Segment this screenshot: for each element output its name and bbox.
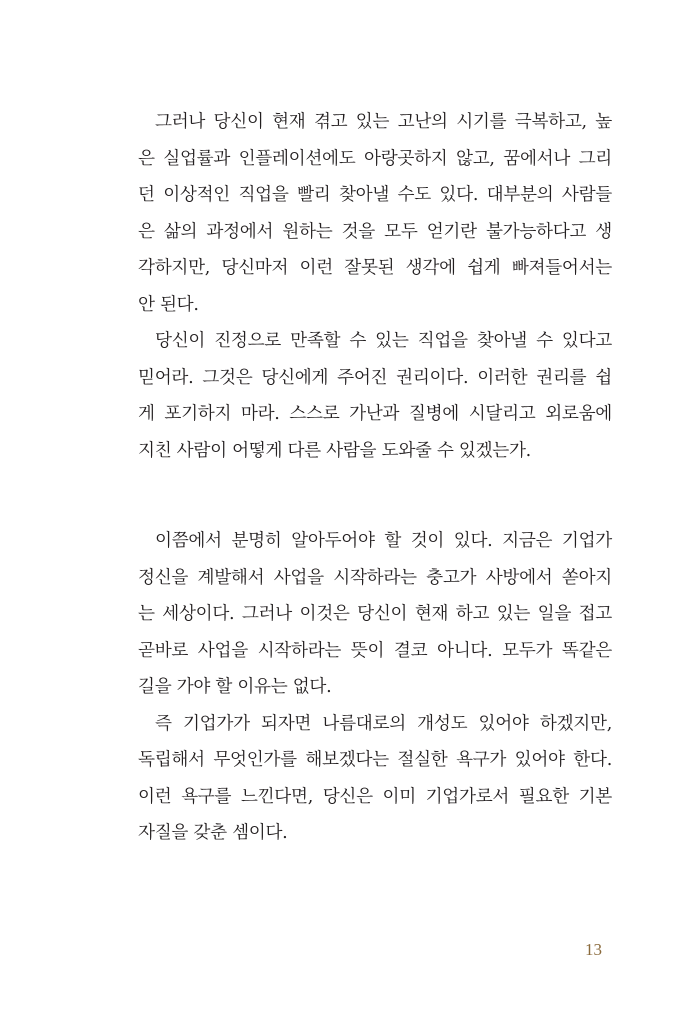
paragraph-line: 당신이 진정으로 만족할 수 있는 직업을 찾아낼 수 있다고 [155, 331, 612, 351]
page-body [138, 104, 612, 852]
paragraph-line: 자질을 갖춘 셈이다. [138, 823, 288, 843]
paragraph-line: 그러나 당신이 현재 겪고 있는 고난의 시기를 극복하고, 높 [155, 112, 612, 132]
section-spacer [138, 469, 612, 523]
paragraph-line: 각하지만, 당신마저 이런 잘못된 생각에 쉽게 빠져들어서는 [138, 258, 612, 278]
paragraph-line: 즉 기업가가 되자면 나름대로의 개성도 있어야 하겠지만, [155, 713, 612, 734]
paragraph-line: 길을 가야 할 이유는 없다. [138, 677, 332, 697]
paragraph-line: 정신을 계발해서 사업을 시작하라는 충고가 사방에서 쏟아지 [138, 567, 612, 588]
paragraph-line: 이런 욕구를 느낀다면, 당신은 이미 기업가로서 필요한 기본 [138, 786, 612, 807]
paragraph-line: 독립해서 무엇인가를 해보겠다는 절실한 욕구가 있어야 한다. [138, 750, 612, 770]
paragraph-line: 던 이상적인 직업을 빨리 찾아낼 수도 있다. 대부분의 사람들 [138, 185, 612, 205]
paragraph-line: 은 실업률과 인플레이션에도 아랑곳하지 않고, 꿈에서나 그리 [138, 148, 612, 169]
paragraph-line: 지친 사람이 어떻게 다른 사람을 도와줄 수 있겠는가. [138, 440, 531, 461]
paragraph-line: 는 세상이다. 그러나 이것은 당신이 현재 하고 있는 일을 접고 [138, 604, 612, 624]
paragraph-2 [138, 323, 612, 469]
paragraph-line: 이쯤에서 분명히 알아두어야 할 것이 있다. 지금은 기업가 [155, 531, 612, 551]
paragraph-1 [138, 104, 612, 323]
paragraph-3 [138, 523, 612, 706]
paragraph-line: 게 포기하지 마라. 스스로 가난과 질병에 시달리고 외로움에 [138, 404, 612, 424]
paragraph-line: 곧바로 사업을 시작하라는 뜻이 결코 아니다. 모두가 똑같은 [138, 640, 612, 661]
page-number: 13 [585, 940, 602, 959]
paragraph-line: 믿어라. 그것은 당신에게 주어진 권리이다. 이러한 권리를 쉽 [138, 367, 612, 388]
paragraph-line: 은 삶의 과정에서 원하는 것을 모두 얻기란 불가능하다고 생 [138, 221, 612, 242]
paragraph-4 [138, 706, 612, 852]
paragraph-line: 안 된다. [138, 294, 199, 315]
